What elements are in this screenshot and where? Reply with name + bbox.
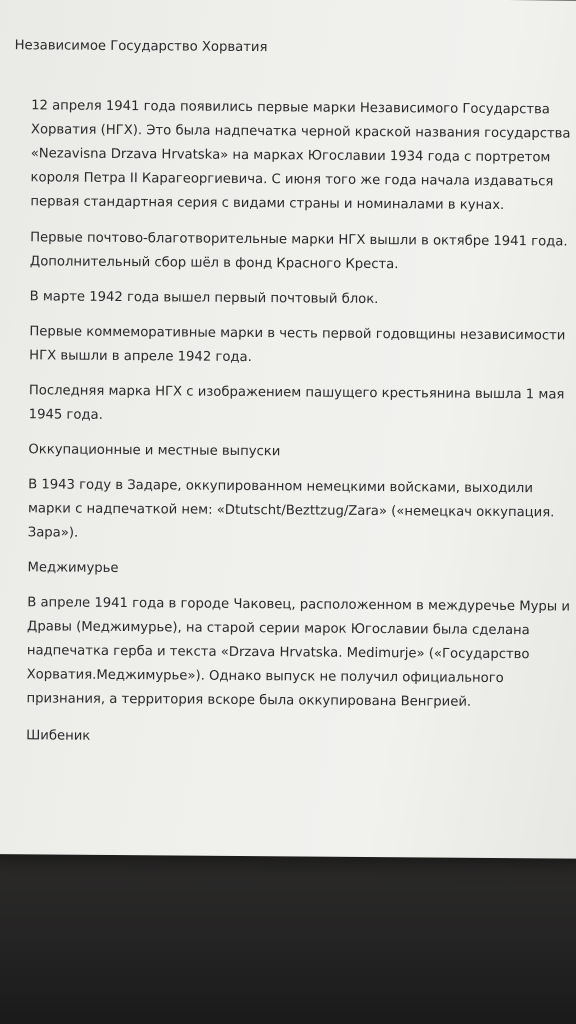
paragraph-2-line-1: Первые почтово-благотворительные марки НГХ вышли в октябре 1941 года. <box>30 230 568 250</box>
medjimurje-line-2: Дравы (Меджимурье), на старой серии марок Югославии была сделана <box>26 619 530 639</box>
paragraph-1-line-2: Хорватия (НГХ). Это была надпечатка черной краской названия государства <box>30 122 571 142</box>
occupation-line-2: марки с надпечаткой нем: «Dtutscht/Bezttzug/Zara» («немецкач оккупация. <box>27 501 555 521</box>
paragraph-5-line-2: 1945 года. <box>28 407 103 423</box>
occupation-line-1: В 1943 году в Задаре, оккупированном немецкими войсками, выходили <box>28 477 534 497</box>
section-heading-occupation: Оккупационные и местные выпуски <box>28 442 281 460</box>
paragraph-4-line-1: Первые коммеморативные марки в честь первой годовщины независимости <box>29 324 566 344</box>
occupation-line-3: Зара»). <box>27 525 79 541</box>
paragraph-2-line-2: Дополнительный сбор шёл в фонд Красного Креста. <box>29 254 399 273</box>
paragraph-1-line-4: короля Петра II Карагеоргиевича. С июня того же года начала издаваться <box>30 170 554 190</box>
table-surface <box>0 850 576 1024</box>
section-heading-medjimurje: Меджимурье <box>27 560 119 576</box>
medjimurje-line-4: Хорватия.Меджимурье»). Однако выпуск не получил официального <box>26 667 504 687</box>
paragraph-1-line-3: «Nezavisna Drzava Hrvatska» на марках Югославии 1934 года с портретом <box>30 146 551 166</box>
paragraph-4-line-2: НГХ вышли в апреле 1942 года. <box>29 348 252 366</box>
document-title: Независимое Государство Хорватия <box>14 38 268 56</box>
section-heading-sibenik: Шибеник <box>26 728 91 744</box>
medjimurje-line-5: признания, а территория вскоре была оккупирована Венгрией. <box>26 691 472 710</box>
paragraph-5-line-1: Последняя марка НГХ с изображением пашущего крестьянина вышла 1 мая <box>28 383 565 403</box>
medjimurje-line-1: В апреле 1941 года в городе Чаковец, расположенном в междуречье Муры и <box>27 595 571 615</box>
paragraph-1-line-1: 12 апреля 1941 года появились первые марки Независимого Государства <box>31 98 550 118</box>
medjimurje-line-3: надпечатка герба и текста «Drzava Hrvatska. Medimurje» («Государство <box>26 643 530 663</box>
paragraph-1-line-5: первая стандартная серия с видами страны и номиналами в кунах. <box>30 194 505 214</box>
paragraph-3-line-1: В марте 1942 года вышел первый почтовый блок. <box>29 289 379 308</box>
